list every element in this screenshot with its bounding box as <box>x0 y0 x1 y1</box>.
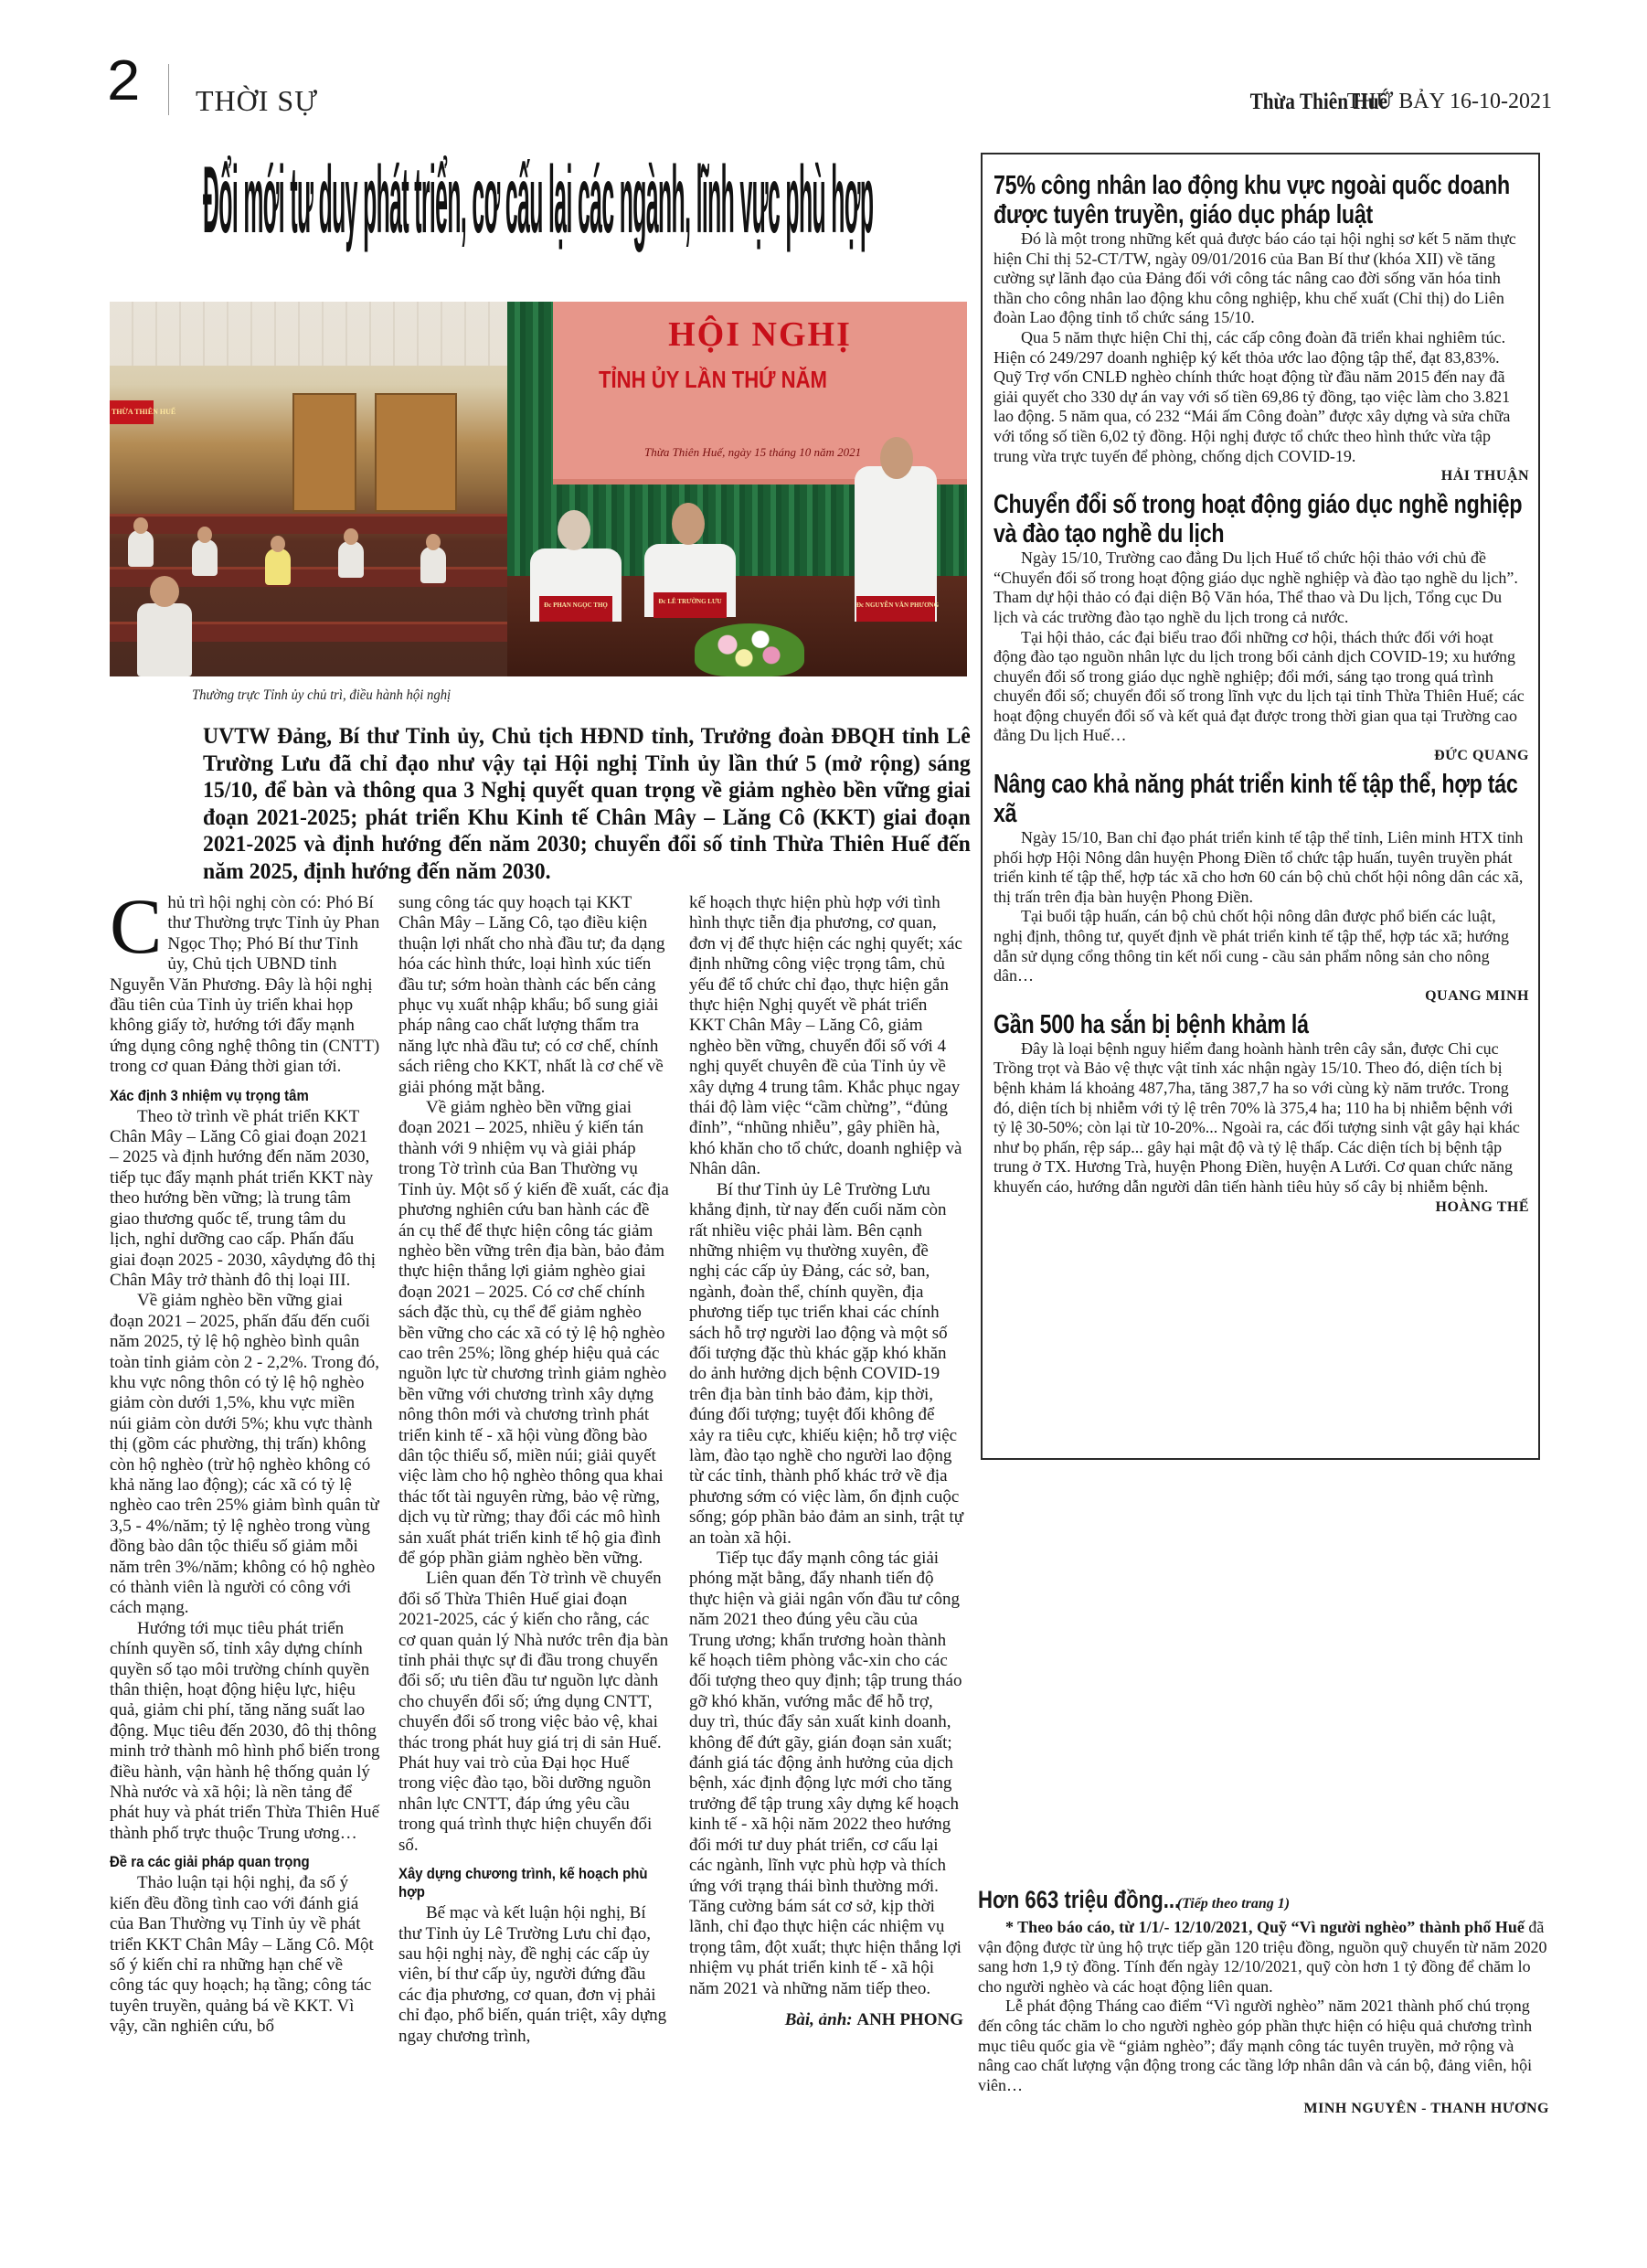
page-header <box>107 49 1552 121</box>
photo-attendee <box>265 548 291 585</box>
paragraph-text: hủ trì hội nghị còn có: Phó Bí thư Thường trực Tỉnh ủy Phan Ngọc Thọ; Phó Bí thư Tỉnh ủy, Chủ tịch UBND tỉnh Nguyễn Văn Phương. Đây là hội nghị đầu tiên của Tỉnh ủy triển khai họp không giấy tờ, hướng tới đẩy mạnh ứng dụng công nghệ thông tin (CNTT) trong cơ quan Đảng thời gian tới. <box>110 893 380 1077</box>
news-brief-author: QUANG MINH <box>1425 987 1529 1004</box>
news-brief-author: ĐỨC QUANG <box>1434 748 1529 764</box>
news-brief <box>994 490 1529 764</box>
photo-attendee-head <box>150 576 179 607</box>
photo-flower-arrangement <box>695 623 804 676</box>
article-lead: UVTW Đảng, Bí thư Tỉnh ủy, Chủ tịch HĐND tỉnh, Trưởng đoàn ĐBQH tỉnh Lê Trường Lưu đã chỉ đạo như vậy tại Hội nghị Tỉnh ủy lần thứ 5 (mở rộng) sáng 15/10, để bàn và thông qua 3 Nghị quyết quan trọng về giảm nghèo bền vững giai đoạn 2021-2025; phát triển Khu Kinh tế Chân Mây – Lăng Cô (KKT) giai đoạn 2021-2025 và định hướng đến năm 2030; chuyển đổi số tỉnh Thừa Thiên Huế đến năm 2025, định hướng đến năm 2030. <box>203 722 971 884</box>
continued-article-body <box>978 1918 1549 2095</box>
article-subhead: Xác định 3 nhiệm vụ trọng tâm <box>110 1086 309 1104</box>
news-brief-author: HẢI THUẬN <box>1440 468 1529 484</box>
news-brief-body <box>994 229 1529 466</box>
article-subhead: Đề ra các giải pháp quan trọng <box>110 1853 310 1871</box>
article-paragraph <box>110 882 380 1078</box>
continued-article <box>978 1885 1549 2117</box>
news-briefs-list <box>994 171 1529 1221</box>
photo-screen-title: HỘI NGHỊ <box>668 315 852 354</box>
article-paragraph: Lễ phát động Tháng cao điểm “Vì người nghèo” năm 2021 thành phố chú trọng đến công tác chăm lo cho người nghèo góp phần thực hiện có hiệu quả chương trình mục tiêu quốc gia về “giảm nghèo”; đẩy mạnh công tác tuyên truyền, mở rộng và nâng cao chất lượng vận động trong các tầng lớp nhân dân và cán bộ, đảng viên, hội viên… <box>978 1996 1533 2094</box>
article-paragraph: Hướng tới mục tiêu phát triển chính quyền số, tỉnh xây dựng chính quyền số tạo môi trường chính quyền thân thiện, hoạt động hiệu lực, hiệu quả, giảm chi phí, tăng năng suất lao động. Mục tiêu đến 2030, đô thị thông minh trở thành mô hình phổ biến trong điều hành, vận hành hệ thống quản lý Nhà nước và xã hội; là nền tảng để phát huy và phát triển Thừa Thiên Huế thành phố trực thuộc Trung ương… <box>110 1618 380 1843</box>
photo-presidium <box>507 302 967 676</box>
nameplate: Đc LÊ TRƯỜNG LƯU <box>653 592 727 618</box>
continued-article-author: MINH NGUYÊN - THANH HƯƠNG <box>1303 2101 1549 2117</box>
issue-date: THỨ BẢY 16-10-2021 <box>1346 90 1552 113</box>
photo-official-head <box>880 437 913 479</box>
photo-seat-row <box>110 514 507 534</box>
main-headline: Đổi mới tư duy phát triển, cơ cấu lại các ngành, lĩnh vực phù hợp <box>203 148 874 254</box>
article-paragraph: Thảo luận tại hội nghị, đa số ý kiến đều đồng tình cao với đánh giá của Ban Thường vụ Tỉnh ủy về phát triển KKT Chân Mây – Lăng Cô. Một số ý kiến chỉ ra những hạn chế về công tác quy hoạch; hạ tầng; công tác tuyên truyền, quảng bá về KKT. Vì vậy, cần nghiên cứu, bổ <box>110 1873 374 2037</box>
continued-from-reference[interactable]: (Tiếp theo trang 1) <box>1176 1896 1291 1911</box>
photo-attendee <box>192 539 218 576</box>
article-paragraph: Theo tờ trình về phát triển KKT Chân Mây – Lăng Cô giai đoạn 2021 – 2025 và định hướng đến năm 2030, tiếp tục đẩy mạnh phát triển KKT này theo hướng bền vững; là trung tâm giao thương quốc tế, trung tâm du lịch, nghỉ dưỡng cao cấp. Phấn đấu giai đoạn 2025 - 2030, xâydựng đô thị Chân Mây trở thành đô thị loại III. <box>110 1106 377 1290</box>
nameplate: Đc NGUYỄN VĂN PHƯƠNG <box>856 596 935 622</box>
continued-article-title: Hơn 663 triệu đồng... <box>978 1886 1181 1913</box>
news-brief <box>994 770 1529 1005</box>
news-brief <box>994 1010 1529 1216</box>
photo-attendee <box>338 541 364 578</box>
article-paragraph: Tiếp tục đẩy mạnh công tác giải phóng mặt bằng, đẩy nhanh tiến độ thực hiện và giải ngân vốn đầu tư công năm 2021 theo đúng yêu cầu của Trung ương; khẩn trương hoàn thành kế hoạch tiêm phòng vắc-xin cho các đối tượng theo quy định; tập trung tháo gỡ khó khăn, vướng mắc để hỗ trợ, duy trì, thúc đẩy sản xuất kinh doanh, không để đứt gãy, gián đoạn sản xuất; đánh giá tác động ảnh hưởng của dịch bệnh, xác định động lực mới cho tăng trưởng để tập trung xây dựng kế hoạch kinh tế - xã hội năm 2022 theo hướng đổi mới tư duy phát triển, cơ cấu lại các ngành, lĩnh vực phù hợp và thích ứng với trạng thái bình thường mới. Tăng cường bám sát cơ sở, kịp thời lãnh, chỉ đạo thực hiện các nhiệm vụ trọng tâm, đột xuất; thực hiện thắng lợi nhiệm vụ phát triển kinh tế - xã hội năm 2021 và những năm tiếp theo. <box>689 1549 962 1998</box>
nameplate: Đc PHAN NGỌC THỌ <box>539 596 612 622</box>
news-brief-body <box>994 1039 1529 1198</box>
news-brief-paragraph: Ngày 15/10, Trường cao đẳng Du lịch Huế tổ chức hội thảo với chủ đề “Chuyển đổi số trong hoạt động giáo dục nghề nghiệp và đào tạo nghề du lịch”. Tham dự hội thảo có đại diện Bộ Văn hóa, Thể thao và Du lịch, Tổng cục Du lịch và các trường đào tạo nghề du lịch trong cả nước. <box>994 548 1518 626</box>
paper-name: Thừa Thiên Huế <box>1249 90 1387 114</box>
photo-attendee-head <box>426 534 441 550</box>
article-paragraph: Liên quan đến Tờ trình về chuyển đổi số Thừa Thiên Huế giai đoạn 2021-2025, các ý kiến cho rằng, các cơ quan quản lý Nhà nước trên địa bàn tỉnh phải thực sự đi đầu trong chuyển đổi số; ưu tiên đầu tư nguồn lực dành cho chuyển đổi số; ứng dụng CNTT, chuyển đổi số trong việc bảo vệ, khai thác trong phát huy giá trị di sản Huế. Phát huy vai trò của Đại học Huế trong việc đào tạo, bồi dưỡng nguồn nhân lực CNTT, đáp ứng yêu cầu trong quá trình thực hiện chuyển đổi số. <box>398 1569 669 1855</box>
article-column-3 <box>689 893 963 2030</box>
page-number: 2 <box>107 49 141 112</box>
photo-official-head <box>672 503 705 545</box>
photo-hall-banner: THỪA THIÊN HUẾ <box>110 400 154 424</box>
news-brief-title[interactable]: 75% công nhân lao động khu vực ngoài quốc doanh được tuyên truyền, giáo dục pháp luật <box>994 171 1510 229</box>
article-paragraph: Bí thư Tỉnh ủy Lê Trường Lưu khẳng định, từ nay đến cuối năm còn rất nhiều việc phải làm. Bên cạnh những nhiệm vụ thường xuyên, đề nghị các cấp ủy Đảng, các sở, ban, ngành, đoàn thể, chính quyền, địa phương tiếp tục triển khai các chính sách hỗ trợ người lao động và một số đối tượng đặc thù khác gặp khó khăn do ảnh hưởng dịch bệnh COVID-19 trên địa bàn tỉnh bảo đảm, kịp thời, đúng đối tượng; tuyệt đối không để xảy ra tiêu cực, khiếu kiện; hỗ trợ việc làm, đào tạo nghề cho người lao động từ các tỉnh, thành phố khác trở về địa phương sớm có việc làm, ổn định cuộc sống; góp phần bảo đảm an sinh, trật tự an toàn xã hội. <box>689 1179 964 1548</box>
photo-attendee-head <box>271 536 285 552</box>
article-paragraph: Về giảm nghèo bền vững giai đoạn 2021 – 2025, nhiều ý kiến tán thành với 9 nhiệm vụ và giải pháp trong Tờ trình của Ban Thường vụ Tỉnh ủy. Một số ý kiến đề xuất, các địa phương nghiên cứu ban hành các đề án cụ thể để thực hiện công tác giảm nghèo bền vững trên địa bàn, bảo đảm thực hiện thắng lợi giảm nghèo giai đoạn 2021 – 2025. Có cơ chế chính sách đặc thù, cụ thể để giảm nghèo bền vững cho các xã có tỷ lệ hộ nghèo cao trên 25%; lồng ghép hiệu quả các nguồn lực từ chương trình giảm nghèo bền vững với chương trình xây dựng nông thôn mới và chương trình phát triển kinh tế - xã hội vùng đồng bào dân tộc thiểu số, miền núi; giải quyết việc làm cho hộ nghèo thông qua khai thác tốt tài nguyên rừng, bảo vệ rừng, dịch vụ từ rừng; thay đổi các mô hình sản xuất phát triển kinh tế hộ gia đình để góp phần giảm nghèo bền vững. <box>398 1098 669 1568</box>
article-photo <box>110 302 967 676</box>
photo-attendee-head <box>197 527 212 543</box>
photo-screen-date: Thừa Thiên Huế, ngày 15 tháng 10 năm 2021 <box>644 445 862 459</box>
drop-cap: C <box>110 882 163 970</box>
news-brief-paragraph: Ngày 15/10, Ban chỉ đạo phát triển kinh tế tập thể tỉnh, Liên minh HTX tỉnh phối hợp Hội Nông dân huyện Phong Điền tổ chức tập huấn, tuyên truyền phát triển kinh tế tập thể, hợp tác xã cho hơn 60 cán bộ chủ chốt hội nông dân các xã, thị trấn trên địa bàn huyện Phong Điền. <box>994 828 1524 906</box>
article-subhead: Xây dựng chương trình, kế hoạch phù hợp <box>398 1865 648 1901</box>
continued-article-header <box>978 1885 1549 1914</box>
photo-wall-panel <box>375 393 457 512</box>
article-paragraph: Bế mạc và kết luận hội nghị, Bí thư Tỉnh ủy Lê Trường Lưu chỉ đạo, sau hội nghị này, đề nghị các cấp ủy viên, bí thư cấp ủy, người đứng đầu các địa phương, cơ quan, đơn vị phải chỉ đạo, phổ biến, quán triệt, xây dựng ngay chương trình, <box>398 1903 667 2046</box>
news-brief-title[interactable]: Gần 500 ha sắn bị bệnh khảm lá <box>994 1009 1309 1039</box>
article-paragraph: Về giảm nghèo bền vững giai đoạn 2021 – 2025, phấn đấu đến cuối năm 2025, tỷ lệ hộ nghèo bình quân toàn tỉnh giảm còn 2 - 2,2%. Trong đó, khu vực nông thôn có tỷ lệ hộ nghèo giảm còn dưới 1,5%, khu vực miền núi giảm còn dưới 5%; khu vực thành thị (gồm các phường, thị trấn) không còn hộ nghèo (trừ hộ nghèo không có khả năng lao động); các xã có tỷ lệ nghèo cao trên 25% giảm bình quân từ 3,5 - 4%/năm; tỷ lệ nghèo trong vùng đồng bào dân tộc thiểu số giảm mỗi năm trên 3%/năm; không có hộ nghèo có thành viên là người có công với cách mạng. <box>110 1291 380 1618</box>
photo-conference-hall <box>110 302 507 676</box>
byline-author: ANH PHONG <box>856 2009 963 2029</box>
section-name: THỜI SỰ <box>196 84 319 117</box>
article-paragraph-continued: sung công tác quy hoạch tại KKT Chân Mây – Lăng Cô, tạo điều kiện thuận lợi nhất cho nhà đầu tư; đa dạng hóa các hình thức, loại hình xúc tiến đầu tư; sớm hoàn thành các bến cảng phục vụ xuất nhập khẩu; bổ sung giải pháp nâng cao chất lượng thẩm tra năng lực nhà đầu tư; có cơ chế, chính sách riêng cho KKT, nhất là cơ chế về giải phóng mặt bằng. <box>398 893 665 1097</box>
news-brief-paragraph: Tại buổi tập huấn, cán bộ chủ chốt hội nông dân được phổ biến các luật, nghị định, thông tư, quyết định về phát triển kinh tế tập thể, hợp tác xã; hướng dẫn sử dụng cổng thông tin kết nối cung - cầu sản phẩm nông sản cho nông dân… <box>994 907 1509 985</box>
photo-attendee <box>137 603 192 676</box>
news-brief-title[interactable]: Nâng cao khả năng phát triển kinh tế tập thể, hợp tác xã <box>994 770 1518 829</box>
photo-attendee-head <box>133 517 148 534</box>
photo-attendee <box>420 547 446 583</box>
news-briefs-box <box>981 153 1540 1460</box>
article-column-1 <box>110 882 380 2038</box>
article-paragraph-continued: kế hoạch thực hiện phù hợp với tình hình thực tiễn địa phương, cơ quan, đơn vị để thực hiện các nghị quyết; xác định những công việc trọng tâm, chủ yếu để tổ chức chỉ đạo, thực hiện gắn thực hiện Nghị quyết về phát triển KKT Chân Mây – Lăng Cô, giảm nghèo bền vững, chuyển đổi số với 4 nghị quyết chuyên đề của Tỉnh ủy về xây dựng 4 trung tâm. Khắc phục ngay thái độ làm việc “cầm chừng”, “đủng đỉnh”, “nhũng nhiễu”, gây phiền hà, khó khăn cho tổ chức, doanh nghiệp và Nhân dân. <box>689 893 962 1179</box>
photo-attendee <box>128 530 154 567</box>
photo-wall-panel <box>292 393 356 512</box>
byline-label: Bài, ảnh: <box>784 2009 853 2029</box>
news-brief-author: HOÀNG THẾ <box>1435 1198 1529 1215</box>
article-column-2 <box>398 893 669 2047</box>
news-brief-paragraph: Qua 5 năm thực hiện Chỉ thị, các cấp công đoàn đã triển khai nghiêm túc. Hiện có 249/297 doanh nghiệp ký kết thỏa ước lao động tập thể, đạt 83,83%. Quỹ Trợ vốn CNLĐ nghèo chính thức hoạt động từ đầu năm 2015 đến nay đã giải quyết cho 330 dự án vay với số tiền 69,86 tỷ đồng, tạo việc làm cho 3.821 lao động. 5 năm qua, có 232 “Mái ấm Công đoàn” được xây dựng và sửa chữa với tổng số tiền 6,02 tỷ đồng. Hội nghị được tổ chức theo hình thức vừa tập trung vừa trực tuyến để phòng, chống dịch COVID-19. <box>994 327 1511 465</box>
news-brief-body <box>994 548 1529 746</box>
news-brief-body <box>994 828 1529 986</box>
news-brief-paragraph: Đó là một trong những kết quả được báo cáo tại hội nghị sơ kết 5 năm thực hiện Chỉ thị 52-CT/TW, ngày 09/01/2016 của Ban Bí thư (khóa XII) về tăng cường sự lãnh đạo của Đảng đối với công tác nâng cao đời sống văn hóa tinh thần cho công nhân lao động khu công nghiệp, khu chế xuất (Chỉ thị) do Liên đoàn Lao động tỉnh tổ chức sáng 15/10. <box>994 229 1516 327</box>
news-brief <box>994 171 1529 484</box>
header-divider <box>168 64 169 115</box>
bold-lead-in: * Theo báo cáo, từ 1/1/- 12/10/2021, Quỹ “Vì người nghèo” thành phố Huế <box>1005 1918 1525 1936</box>
article-byline <box>689 2010 963 2030</box>
news-brief-title[interactable]: Chuyển đổi số trong hoạt động giáo dục nghề nghiệp và đào tạo nghề du lịch <box>994 490 1523 549</box>
paragraph-text: đã vận động được từ ủng hộ trực tiếp gần 120 triệu đồng, nguồn quỹ chuyển từ năm 2020 sang hơn 1,9 tỷ đồng. Tính đến ngày 12/10/2021, quỹ còn hơn 1 tỷ đồng để chăm lo cho người nghèo và các hoạt động liên quan. <box>978 1918 1547 1996</box>
photo-screen-subtitle: TỈNH ỦY LẦN THỨ NĂM <box>599 366 827 393</box>
photo-ceiling <box>110 302 507 366</box>
news-brief-paragraph: Đây là loại bệnh nguy hiểm đang hoành hành trên cây sắn, được Chi cục Trồng trọt và Bảo vệ thực vật tỉnh xác nhận ngày 15/10. Theo đó, diện tích bị bệnh khảm lá khoảng 487,7ha, tăng 387,7 ha so với cùng kỳ năm trước. Trong đó, diện tích bị nhiễm với tỷ lệ trên 70% là 375,4 ha; 110 ha bị nhiễm bệnh với tỷ lệ 30-50%; còn lại từ 10-20%... Ngoài ra, các đối tượng sinh vật gây hại khác như bọ phấn, rệp sáp... gây hại mật độ và tỷ lệ thấp. Các diện tích bị bệnh tập trung ở TX. Hương Trà, huyện Phong Điền, huyện A Lưới. Cơ quan chức năng khuyến cáo, hướng dẫn người dân tiến hành tiêu hủy số cây bị nhiễm bệnh. <box>994 1038 1520 1196</box>
photo-caption: Thường trực Tỉnh ủy chủ trì, điều hành hội nghị <box>192 687 452 703</box>
photo-attendee-head <box>344 528 358 545</box>
news-brief-paragraph: Tại hội thảo, các đại biểu trao đổi những cơ hội, thách thức đối với hoạt động đào tạo nguồn nhân lực du lịch trong bối cảnh dịch COVID-19; xu hướng chuyển đổi số trong giáo dục nghề nghiệp; đổi mới, sáng tạo trong quá trình chuyển đổi số; chuyển đổi số trong lĩnh vực du lịch tại tỉnh Thừa Thiên Huế; các hoạt động chuyển đổi số và kết quả đạt được trong thời gian qua tại Trường cao đẳng Du lịch Huế… <box>994 627 1525 745</box>
photo-official-head <box>558 510 590 550</box>
article-paragraph <box>978 1918 1549 1996</box>
